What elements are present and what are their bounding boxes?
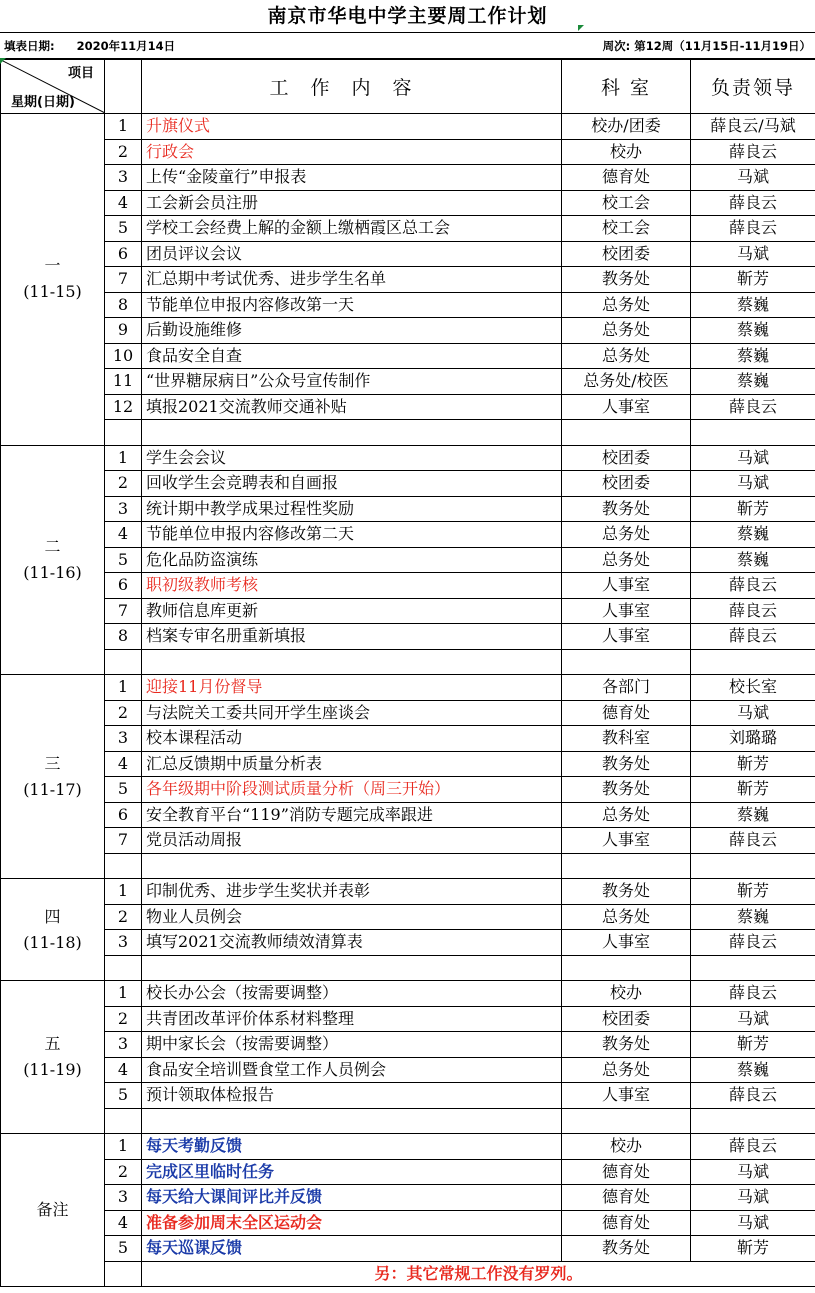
weekday-date: (11-17) [23,779,82,799]
fill-date [4,38,175,54]
department: 校团委 [562,445,691,471]
task-content: 学校工会经费上解的金额上缴栖霞区总工会 [142,216,562,242]
row-number: 5 [105,216,142,242]
leader: 马斌 [691,445,815,471]
row-number: 1 [105,1134,142,1160]
leader: 蔡巍 [691,1057,815,1083]
schedule-table [0,59,815,1287]
table-row [1,726,815,752]
table-row [1,802,815,828]
table-row [1,318,815,344]
row-number: 7 [105,267,142,293]
task-content: 预计领取体检报告 [142,1083,562,1109]
leader: 马斌 [691,700,815,726]
weekday-cell [1,879,105,981]
table-row [1,879,815,905]
weekday-label: 三 [44,753,61,773]
row-number: 6 [105,573,142,599]
task-content [142,853,562,879]
department: 总务处 [562,318,691,344]
task-content [142,649,562,675]
department: 总务处 [562,802,691,828]
department: 教务处 [562,879,691,905]
row-number: 2 [105,139,142,165]
row-number: 3 [105,726,142,752]
table-row [1,139,815,165]
row-number: 3 [105,496,142,522]
task-content: 各年级期中阶段测试质量分析（周三开始） [142,777,562,803]
leader: 蔡巍 [691,547,815,573]
department: 教务处 [562,1236,691,1262]
task-content: 工会新会员注册 [142,190,562,216]
table-row [1,573,815,599]
row-number [105,420,142,446]
task-content: 升旗仪式 [142,114,562,140]
row-number: 6 [105,241,142,267]
row-number: 8 [105,292,142,318]
leader: 薛良云 [691,1134,815,1160]
fill-date-value: 2020年11月14日 [76,38,176,53]
task-content: 每天考勤反馈 [142,1134,562,1160]
department [562,420,691,446]
task-content: 上传“金陵童行”申报表 [142,165,562,191]
table-row [1,267,815,293]
task-content: 校本课程活动 [142,726,562,752]
department: 总务处 [562,343,691,369]
header-number [105,60,142,114]
task-content: “世界糖尿病日”公众号宣传制作 [142,369,562,395]
leader: 马斌 [691,165,815,191]
leader: 靳芳 [691,267,815,293]
department: 校办/团委 [562,114,691,140]
table-row [1,1083,815,1109]
row-number: 6 [105,802,142,828]
task-content: 团员评议会议 [142,241,562,267]
meta-row [0,33,815,59]
leader: 马斌 [691,1210,815,1236]
weekday-label: 五 [44,1034,61,1053]
weekday-date: (11-15) [23,282,82,302]
department: 总务处 [562,292,691,318]
footer-note: 另：其它常规工作没有罗列。 [142,1261,815,1287]
table-row [1,1032,815,1058]
row-number: 8 [105,624,142,650]
department: 人事室 [562,598,691,624]
task-content: 行政会 [142,139,562,165]
leader: 薛良云 [691,1083,815,1109]
leader [691,420,815,446]
cell-marker [578,25,584,31]
table-row [1,496,815,522]
department: 德育处 [562,700,691,726]
department: 人事室 [562,573,691,599]
row-number: 2 [105,904,142,930]
fill-date-label: 填表日期: [4,38,55,53]
row-number: 3 [105,930,142,956]
department: 校工会 [562,190,691,216]
department: 教科室 [562,726,691,752]
leader: 薛良云 [691,981,815,1007]
department: 教务处 [562,496,691,522]
row-number [105,955,142,981]
table-row [1,777,815,803]
department: 人事室 [562,930,691,956]
leader: 蔡巍 [691,802,815,828]
leader: 蔡巍 [691,904,815,930]
task-content: 迎接11月份督导 [142,675,562,701]
leader: 靳芳 [691,1236,815,1262]
department: 总务处 [562,522,691,548]
header-leader: 负责领导 [691,60,815,114]
table-row [1,292,815,318]
leader: 蔡巍 [691,369,815,395]
row-number: 7 [105,828,142,854]
department: 德育处 [562,1185,691,1211]
task-content: 汇总反馈期中质量分析表 [142,751,562,777]
table-row [1,1236,815,1262]
task-content: 汇总期中考试优秀、进步学生名单 [142,267,562,293]
row-number [105,853,142,879]
task-content: 食品安全培训暨食堂工作人员例会 [142,1057,562,1083]
row-number: 5 [105,777,142,803]
task-content: 与法院关工委共同开学生座谈会 [142,700,562,726]
table-row [1,1159,815,1185]
department: 总务处 [562,547,691,573]
row-number: 1 [105,675,142,701]
department: 校办 [562,1134,691,1160]
task-content: 准备参加周末全区运动会 [142,1210,562,1236]
table-row [1,445,815,471]
row-number: 5 [105,1083,142,1109]
leader [691,1108,815,1134]
table-row [1,1057,815,1083]
task-content: 统计期中教学成果过程性奖励 [142,496,562,522]
leader: 靳芳 [691,1032,815,1058]
row-number [105,1261,142,1287]
leader: 薛良云 [691,930,815,956]
task-content: 校长办公会（按需要调整） [142,981,562,1007]
row-number: 4 [105,190,142,216]
department: 人事室 [562,828,691,854]
task-content: 物业人员例会 [142,904,562,930]
leader: 马斌 [691,1006,815,1032]
row-number: 3 [105,1185,142,1211]
leader [691,955,815,981]
week-info: 周次: 第12周（11月15日-11月19日） [602,38,811,53]
leader: 薛良云 [691,394,815,420]
row-number: 1 [105,445,142,471]
leader: 薛良云/马斌 [691,114,815,140]
table-row [1,165,815,191]
department [562,955,691,981]
leader: 靳芳 [691,879,815,905]
weekday-label: 四 [44,906,61,926]
leader [691,649,815,675]
department [562,853,691,879]
row-number: 4 [105,522,142,548]
task-content: 回收学生会竞聘表和自画报 [142,471,562,497]
header-content: 工作内容 [142,60,562,114]
task-content: 节能单位申报内容修改第一天 [142,292,562,318]
leader: 薛良云 [691,598,815,624]
leader: 薛良云 [691,216,815,242]
row-number: 2 [105,700,142,726]
row-number: 2 [105,1006,142,1032]
row-number [105,649,142,675]
leader: 靳芳 [691,496,815,522]
task-content: 填报2021交流教师交通补贴 [142,394,562,420]
weekday-cell [1,1134,105,1287]
task-content: 共青团改革评价体系材料整理 [142,1006,562,1032]
table-row [1,853,815,879]
leader: 蔡巍 [691,318,815,344]
department: 校工会 [562,216,691,242]
department: 人事室 [562,1083,691,1109]
weekday-label: 备注 [36,1200,69,1219]
row-number: 10 [105,343,142,369]
leader: 刘璐璐 [691,726,815,752]
header-item: 项目 [67,66,94,81]
leader: 靳芳 [691,751,815,777]
department: 总务处 [562,904,691,930]
table-row [1,700,815,726]
task-content: 期中家长会（按需要调整） [142,1032,562,1058]
department: 各部门 [562,675,691,701]
row-number: 1 [105,981,142,1007]
task-content: 学生会会议 [142,445,562,471]
table-row [1,1261,815,1287]
row-number: 3 [105,165,142,191]
row-number: 4 [105,751,142,777]
leader: 薛良云 [691,139,815,165]
table-row [1,471,815,497]
leader: 薛良云 [691,624,815,650]
row-number: 2 [105,1159,142,1185]
leader: 蔡巍 [691,292,815,318]
task-content [142,420,562,446]
row-number: 9 [105,318,142,344]
task-content: 节能单位申报内容修改第二天 [142,522,562,548]
weekday-date: (11-19) [23,1060,82,1079]
diagonal-header-cell [1,60,105,114]
task-content: 后勤设施维修 [142,318,562,344]
task-content: 完成区里临时任务 [142,1159,562,1185]
weekday-cell [1,981,105,1134]
header-dept: 科 室 [562,60,691,114]
row-number: 11 [105,369,142,395]
table-row [1,624,815,650]
task-content: 食品安全自查 [142,343,562,369]
table-row [1,343,815,369]
leader: 靳芳 [691,777,815,803]
task-content: 党员活动周报 [142,828,562,854]
table-row [1,1185,815,1211]
department: 人事室 [562,624,691,650]
weekday-cell [1,114,105,446]
row-number: 4 [105,1210,142,1236]
weekday-label: 一 [44,256,61,276]
task-content [142,1108,562,1134]
row-number: 5 [105,547,142,573]
leader: 马斌 [691,1159,815,1185]
table-row [1,675,815,701]
department: 教务处 [562,1032,691,1058]
department: 总务处/校医 [562,369,691,395]
department: 德育处 [562,165,691,191]
table-row [1,547,815,573]
department: 人事室 [562,394,691,420]
table-row [1,216,815,242]
row-number: 2 [105,471,142,497]
weekday-cell [1,445,105,675]
department: 校办 [562,981,691,1007]
task-content: 印制优秀、进步学生奖状并表彰 [142,879,562,905]
weekday-date: (11-18) [23,932,82,952]
row-number: 3 [105,1032,142,1058]
task-content: 职初级教师考核 [142,573,562,599]
department: 校团委 [562,241,691,267]
leader: 薛良云 [691,190,815,216]
department [562,649,691,675]
row-number [105,1108,142,1134]
schedule-body [1,114,815,1287]
table-row [1,981,815,1007]
table-row [1,649,815,675]
department: 教务处 [562,751,691,777]
leader: 薛良云 [691,573,815,599]
table-row [1,241,815,267]
department: 校办 [562,139,691,165]
task-content: 每天给大课间评比并反馈 [142,1185,562,1211]
weekday-label: 二 [44,536,61,556]
row-number: 4 [105,1057,142,1083]
leader [691,853,815,879]
table-row [1,114,815,140]
leader: 蔡巍 [691,522,815,548]
row-number: 1 [105,114,142,140]
table-row [1,190,815,216]
weekday-date: (11-16) [23,562,82,582]
weekday-cell [1,675,105,879]
table-row [1,1134,815,1160]
table-row [1,1108,815,1134]
task-content [142,955,562,981]
row-number: 12 [105,394,142,420]
task-content: 教师信息库更新 [142,598,562,624]
table-row [1,751,815,777]
table-row [1,1006,815,1032]
task-content: 危化品防盗演练 [142,547,562,573]
department: 德育处 [562,1159,691,1185]
table-row [1,394,815,420]
table-row [1,828,815,854]
task-content: 安全教育平台“119”消防专题完成率跟进 [142,802,562,828]
row-number: 5 [105,1236,142,1262]
department: 总务处 [562,1057,691,1083]
table-row [1,1210,815,1236]
leader: 马斌 [691,471,815,497]
task-content: 填写2021交流教师绩效清算表 [142,930,562,956]
department: 德育处 [562,1210,691,1236]
row-number: 7 [105,598,142,624]
table-row [1,369,815,395]
leader: 蔡巍 [691,343,815,369]
row-number: 1 [105,879,142,905]
department: 校团委 [562,1006,691,1032]
table-row [1,904,815,930]
leader: 马斌 [691,241,815,267]
header-row [1,60,815,114]
table-row [1,522,815,548]
table-row [1,930,815,956]
cell-marker [0,58,6,64]
department: 校团委 [562,471,691,497]
department: 教务处 [562,777,691,803]
leader: 薛良云 [691,828,815,854]
page-title: 南京市华电中学主要周工作计划 [0,0,815,33]
header-weekday: 星期(日期) [11,95,75,110]
table-row [1,598,815,624]
table-row [1,955,815,981]
task-content: 档案专审名册重新填报 [142,624,562,650]
department [562,1108,691,1134]
department: 教务处 [562,267,691,293]
leader: 马斌 [691,1185,815,1211]
task-content: 每天巡课反馈 [142,1236,562,1262]
leader: 校长室 [691,675,815,701]
table-row [1,420,815,446]
